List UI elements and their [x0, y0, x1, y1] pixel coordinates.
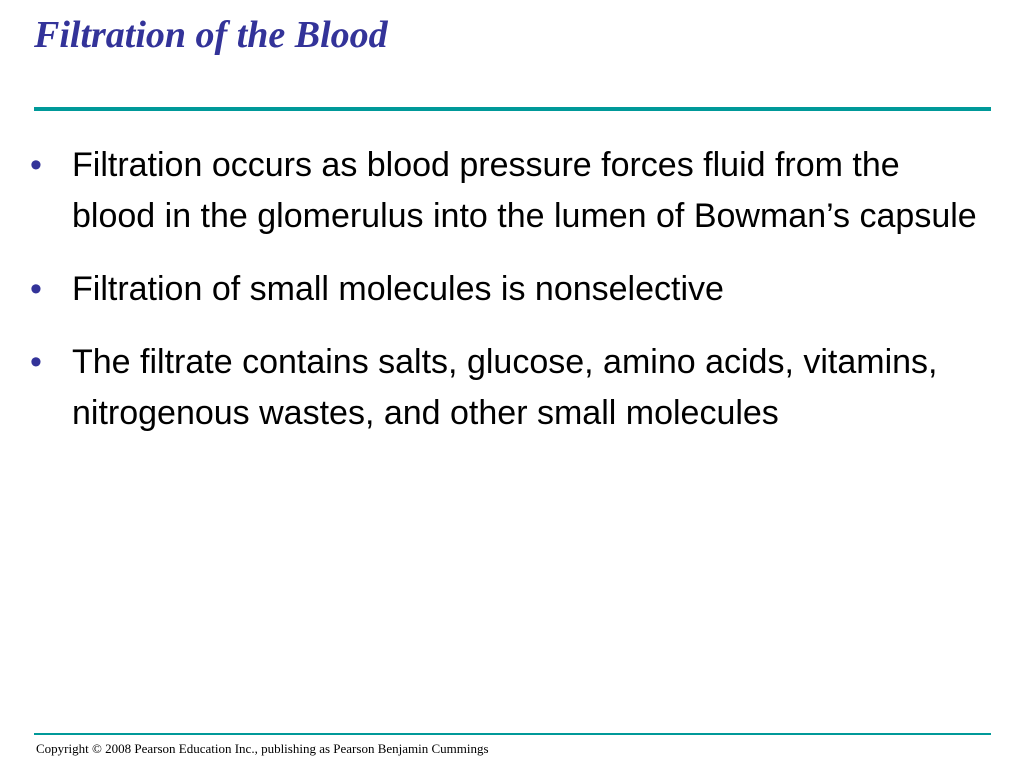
bullet-text: Filtration of small molecules is nonselective — [72, 270, 724, 308]
bullet-item — [30, 337, 990, 439]
bullet-list — [30, 140, 990, 461]
slide-title: Filtration of the Blood — [34, 14, 388, 56]
bullet-marker-icon: • — [30, 343, 42, 381]
bullet-item — [30, 140, 990, 242]
bullet-text: Filtration occurs as blood pressure forces fluid from the blood in the glomerulus into the lumen of Bowman’s capsule — [72, 146, 977, 235]
copyright-footer: Copyright © 2008 Pearson Education Inc., publishing as Pearson Benjamin Cummings — [36, 741, 489, 756]
bullet-marker-icon: • — [30, 270, 42, 308]
bullet-text: The filtrate contains salts, glucose, amino acids, vitamins, nitrogenous wastes, and other small molecules — [72, 343, 938, 432]
title-divider — [34, 107, 991, 111]
bullet-item — [30, 264, 990, 315]
bullet-marker-icon: • — [30, 146, 42, 184]
footer-divider — [34, 733, 991, 735]
